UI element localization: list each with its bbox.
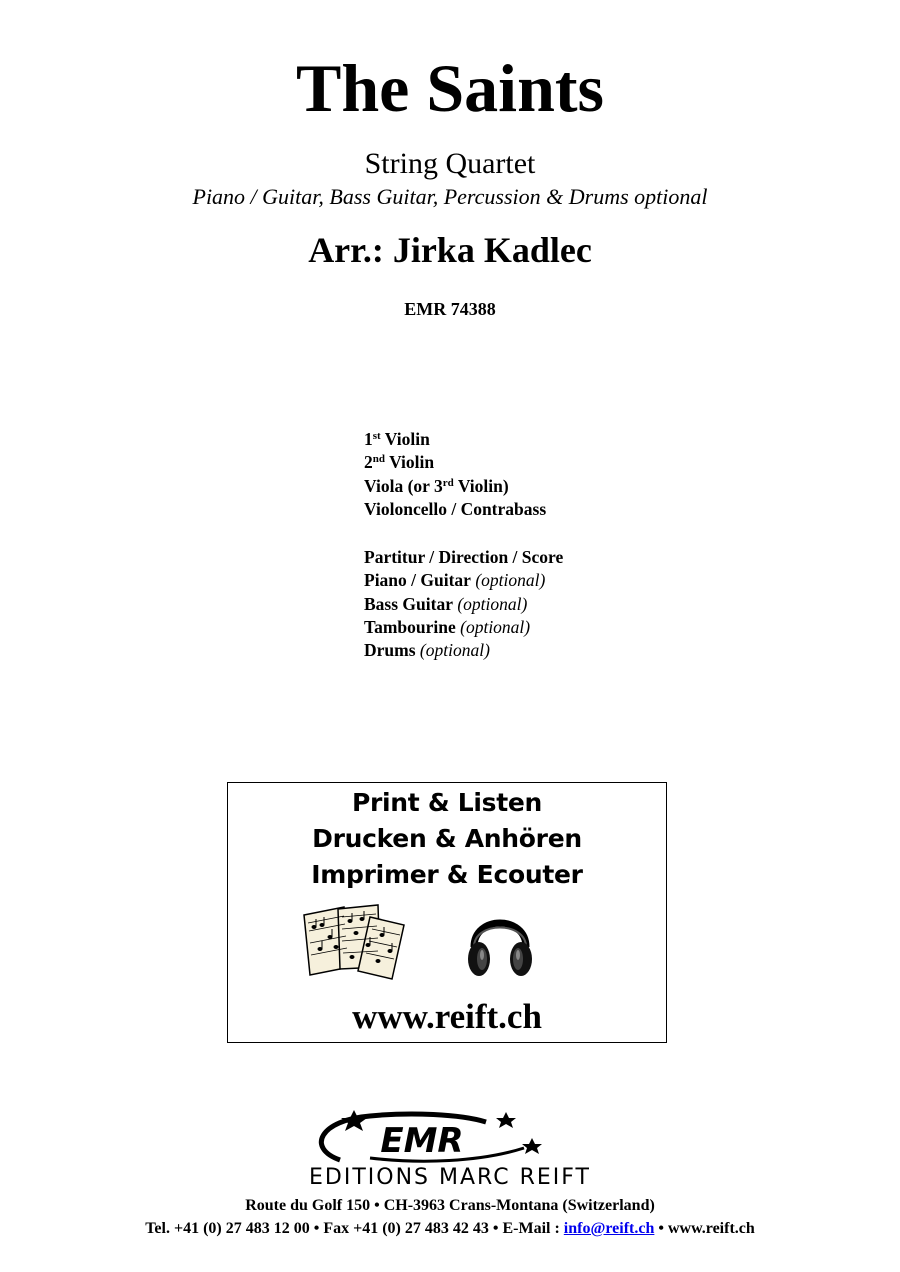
ordinal-suffix: nd [372, 453, 385, 466]
part-label: Violoncello / Contrabass [364, 498, 547, 519]
optional-note: (optional) [460, 616, 531, 637]
promo-line-german: Drucken & Anhören [312, 824, 582, 853]
part-piano [364, 569, 563, 592]
part-drums [364, 639, 563, 662]
part-label: Piano / Guitar [364, 570, 471, 591]
part-tambourine [364, 616, 563, 639]
emr-logo-text: EMR [380, 1121, 464, 1161]
part-violin-2 [364, 451, 546, 474]
catalog-number: EMR 74388 [404, 299, 496, 319]
part-label: Bass Guitar [364, 593, 453, 614]
part-label: Drums [364, 640, 416, 661]
promo-website-link[interactable]: www.reift.ch [352, 997, 542, 1036]
part-number: 2 [364, 452, 373, 473]
part-score [364, 546, 563, 569]
part-label: Viola (or 3 [364, 475, 443, 496]
optional-note: (optional) [475, 570, 546, 591]
optional-note: (optional) [419, 640, 490, 661]
headphones-icon [464, 905, 536, 979]
part-label: Partitur / Direction / Score [364, 547, 564, 567]
part-label-end: Violin) [457, 475, 509, 496]
emr-logo [310, 1108, 550, 1164]
sheet-music-icon [300, 903, 410, 981]
part-violin-1 [364, 428, 546, 451]
string-parts-list [364, 428, 546, 521]
email-link[interactable]: info@reift.ch [563, 1220, 655, 1237]
part-number: 1 [364, 429, 373, 449]
subtitle: String Quartet [364, 147, 536, 180]
part-label: Violin [389, 452, 435, 473]
print-listen-box [227, 782, 667, 1043]
page-title: The Saints [296, 50, 604, 126]
optional-note: (optional) [457, 593, 528, 614]
additional-parts-list [364, 546, 563, 662]
contact-website: • www.reift.ch [654, 1220, 755, 1237]
optional-instruments-line: Piano / Guitar, Bass Guitar, Percussion & Drums optional [192, 184, 708, 209]
ordinal-suffix: st [372, 430, 381, 442]
ordinal-suffix: rd [442, 476, 454, 489]
part-bass-guitar [364, 593, 563, 616]
contact-phone-fax: Tel. +41 (0) 27 483 12 00 • Fax +41 (0) 27 483 42 43 • E-Mail : [145, 1220, 564, 1237]
part-cello [364, 498, 546, 521]
promo-line-french: Imprimer & Ecouter [311, 860, 583, 889]
publisher-address: Route du Golf 150 • CH-3963 Crans-Montana (Switzerland) [245, 1197, 655, 1214]
publisher-contact [0, 1219, 900, 1239]
part-label: Tambourine [364, 616, 456, 637]
arranger: Arr.: Jirka Kadlec [308, 230, 592, 270]
publisher-name: EDITIONS MARC REIFT [309, 1165, 591, 1190]
part-label: Violin [384, 429, 430, 449]
promo-line-english: Print & Listen [351, 788, 543, 817]
part-viola [364, 475, 546, 498]
